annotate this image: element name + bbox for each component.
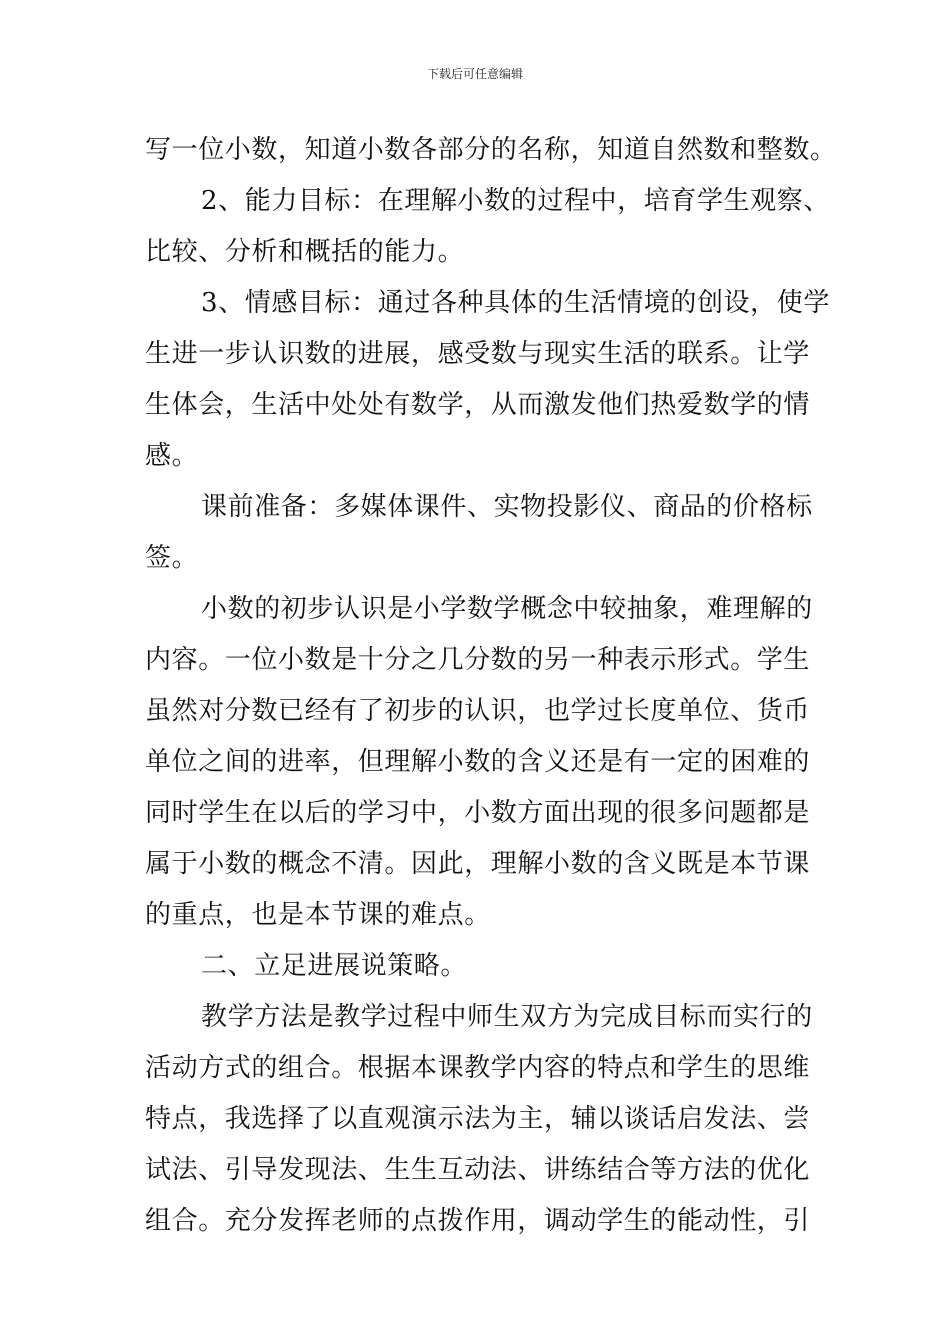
text-line: 二、立足进展说策略。 [201, 951, 468, 981]
text-line: 虽然对分数已经有了初步的认识，也学过长度单位、货币 [145, 696, 811, 726]
text-line: 活动方式的组合。根据本课教学内容的特点和学生的思维 [145, 1053, 811, 1083]
text-line: 签。 [145, 543, 199, 573]
text-line: 课前准备：多媒体课件、实物投影仪、商品的价格标 [201, 492, 813, 522]
page-header: 下载后可任意编辑 [426, 67, 523, 81]
text-line: 同时学生在以后的学习中，小数方面出现的很多问题都是 [145, 798, 811, 828]
text-line: 教学方法是教学过程中师生双方为完成目标而实行的 [201, 1002, 813, 1032]
text-line: 3、情感目标：通过各种具体的生活情境的创设，使学 [201, 288, 830, 318]
text-line: 感。 [145, 441, 199, 471]
text-line: 试法、引导发现法、生生互动法、讲练结合等方法的优化 [145, 1155, 811, 1185]
text-line: 比较、分析和概括的能力。 [145, 237, 465, 267]
text-line: 生进一步认识数的进展，感受数与现实生活的联系。让学 [145, 339, 811, 369]
text-line: 生体会，生活中处处有数学，从而激发他们热爱数学的情 [145, 390, 811, 420]
text-line: 组合。充分发挥老师的点拨作用，调动学生的能动性，引 [145, 1206, 811, 1236]
text-line: 内容。一位小数是十分之几分数的另一种表示形式。学生 [145, 645, 811, 675]
text-line: 小数的初步认识是小学数学概念中较抽象，难理解的 [201, 594, 813, 624]
text-line: 写一位小数，知道小数各部分的名称，知道自然数和整数。 [145, 135, 837, 165]
text-line: 特点，我选择了以直观演示法为主，辅以谈话启发法、尝 [145, 1104, 811, 1134]
text-line: 2、能力目标：在理解小数的过程中，培育学生观察、 [201, 186, 830, 216]
text-line: 单位之间的进率，但理解小数的含义还是有一定的困难的 [145, 747, 811, 777]
document-body [145, 125, 837, 1247]
text-line: 属于小数的概念不清。因此，理解小数的含义既是本节课 [145, 849, 811, 879]
text-line: 的重点，也是本节课的难点。 [145, 900, 491, 930]
